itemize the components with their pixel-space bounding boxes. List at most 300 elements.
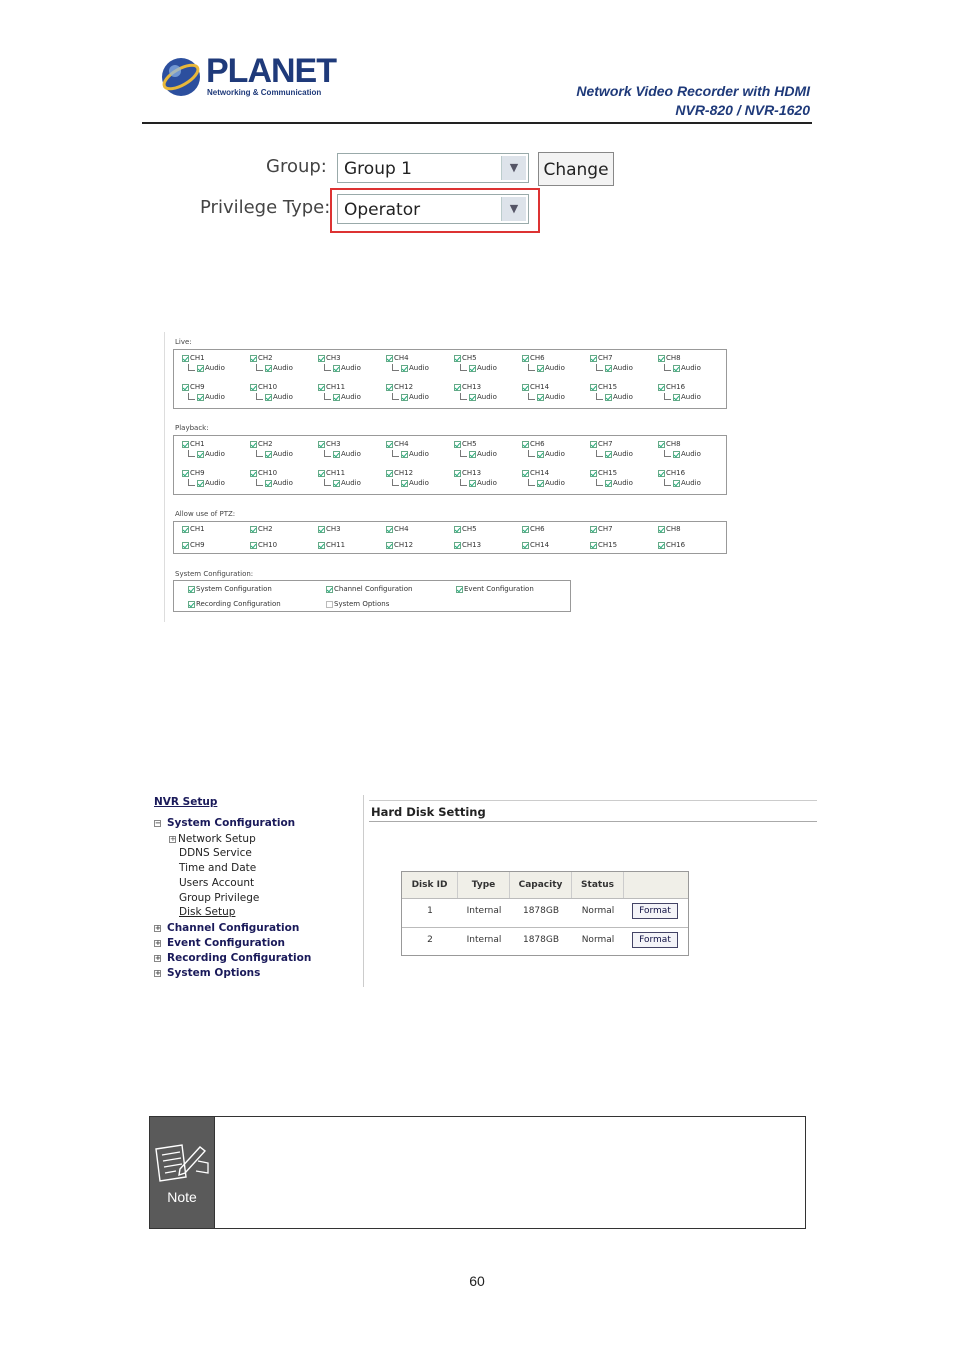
checkbox-checked[interactable] [658,542,665,549]
checkbox-checked[interactable] [197,480,204,487]
tree-branch-icon [664,393,671,400]
ptz-channel-checkbox[interactable]: CH13 [454,541,481,549]
checkbox-checked[interactable] [469,451,476,458]
format-button[interactable]: Format [632,903,678,919]
checkbox-checked[interactable] [673,394,680,401]
live-channel-checkbox[interactable]: CH15 [590,383,617,391]
ptz-channel-cell [658,541,724,567]
nvr-setup-title[interactable]: NVR Setup [154,796,218,808]
checkbox-checked[interactable] [537,394,544,401]
perm-system-configuration[interactable]: System Configuration [188,585,272,593]
checkbox-checked[interactable] [197,394,204,401]
checkbox-checked[interactable] [469,365,476,372]
tree-branch-icon [188,450,195,457]
live-channel-checkbox[interactable]: CH5 [454,354,477,362]
checkbox-checked[interactable] [386,441,393,448]
checkbox-checked[interactable] [469,394,476,401]
checkbox-checked[interactable] [182,441,189,448]
disk-status: Normal [581,906,615,916]
live-channel-checkbox[interactable]: CH3 [318,354,341,362]
playback-channel-checkbox[interactable]: CH6 [522,440,545,448]
planet-globe-icon [160,56,202,98]
tree-branch-icon [528,450,535,457]
tree-branch-icon [392,364,399,371]
checkbox-checked[interactable] [333,451,340,458]
product-title: Network Video Recorder with HDMI [576,83,810,99]
live-channel-cell [522,354,588,380]
live-audio-checkbox[interactable]: Audio [392,364,429,372]
live-channel-checkbox[interactable]: CH6 [522,354,545,362]
tree-branch-icon [188,479,195,486]
tree-branch-icon [392,393,399,400]
checkbox-checked[interactable] [182,384,189,391]
disk-type: Internal [466,906,502,916]
chevron-down-icon: ▼ [501,156,526,180]
checkbox-checked[interactable] [454,384,461,391]
disk-id: 2 [427,935,433,945]
checkbox-checked[interactable] [454,526,461,533]
system-config-permissions [173,580,571,612]
live-channel-cell [454,354,520,380]
checkbox-checked[interactable] [605,365,612,372]
playback-channel-checkbox[interactable]: CH7 [590,440,613,448]
live-channel-checkbox[interactable]: CH9 [182,383,205,391]
live-channel-cell [658,354,724,380]
checkbox-checked[interactable] [188,601,195,608]
checkbox-checked[interactable] [250,470,257,477]
playback-section-title: Playback: [175,424,209,432]
playback-channel-checkbox[interactable]: CH2 [250,440,273,448]
checkbox-checked[interactable] [590,384,597,391]
tree-branch-icon [324,364,331,371]
perm-recording-configuration[interactable]: Recording Configuration [188,600,281,608]
checkbox-checked[interactable] [537,480,544,487]
checkbox-checked[interactable] [454,441,461,448]
expand-icon[interactable]: + [155,953,161,962]
playback-channel-cell [250,469,316,495]
tree-branch-icon [256,393,263,400]
nav-divider [363,795,364,987]
live-channel-checkbox[interactable]: CH4 [386,354,409,362]
tree-branch-icon [392,479,399,486]
nav-ddns-service[interactable]: DDNS Service [179,847,252,859]
live-channel-cell [658,383,724,409]
checkbox-checked[interactable] [318,441,325,448]
planet-logo [160,52,336,100]
checkbox-checked[interactable] [658,441,665,448]
checkbox-checked[interactable] [605,451,612,458]
playback-channel-cell [386,469,452,495]
checkbox-checked[interactable] [250,526,257,533]
checkbox-checked[interactable] [333,480,340,487]
ptz-channel-cell [250,541,316,567]
collapse-icon[interactable]: − [155,818,161,827]
checkbox-checked[interactable] [590,526,597,533]
live-audio-checkbox[interactable]: Audio [392,393,429,401]
playback-channel-cell [658,469,724,495]
live-audio-checkbox[interactable]: Audio [188,364,225,372]
live-channel-cell [590,383,656,409]
live-channel-checkbox[interactable]: CH11 [318,383,345,391]
playback-channel-cell [658,440,724,466]
tree-branch-icon [460,450,467,457]
playback-channel-cell [182,469,248,495]
live-channel-cell [522,383,588,409]
tree-branch-icon [256,450,263,457]
checkbox-checked[interactable] [182,355,189,362]
ptz-channel-checkbox[interactable]: CH11 [318,541,345,549]
disk-status: Normal [581,935,615,945]
note-pencil-icon [152,1141,212,1187]
checkbox-checked[interactable] [454,542,461,549]
live-channel-checkbox[interactable]: CH8 [658,354,681,362]
live-audio-checkbox[interactable]: Audio [664,364,701,372]
checkbox-checked[interactable] [386,526,393,533]
ptz-channel-cell [590,541,656,567]
live-channel-checkbox[interactable]: CH14 [522,383,549,391]
expand-icon[interactable]: + [170,834,176,843]
tree-branch-icon [256,479,263,486]
playback-channel-cell [454,440,520,466]
col-capacity: Capacity [510,872,572,898]
checkbox-checked[interactable] [590,470,597,477]
playback-audio-checkbox[interactable]: Audio [460,450,497,458]
checkbox-checked[interactable] [537,451,544,458]
playback-audio-checkbox[interactable]: Audio [188,479,225,487]
col-disk-id: Disk ID [402,872,458,898]
ptz-channel-checkbox[interactable]: CH16 [658,541,685,549]
checkbox-checked[interactable] [401,480,408,487]
group-select-value: Group 1 [344,159,412,179]
checkbox-checked[interactable] [318,542,325,549]
playback-audio-checkbox[interactable]: Audio [528,479,565,487]
expand-icon[interactable]: + [155,938,161,947]
nav-system-options[interactable]: + System Options [155,967,261,979]
tree-branch-icon [596,450,603,457]
live-channel-checkbox[interactable]: CH7 [590,354,613,362]
live-channel-checkbox[interactable]: CH16 [658,383,685,391]
checkbox-checked[interactable] [469,480,476,487]
ptz-channel-checkbox[interactable]: CH6 [522,525,545,533]
playback-channel-cell [182,440,248,466]
checkbox-checked[interactable] [265,451,272,458]
checkbox-checked[interactable] [386,470,393,477]
disk-capacity: 1878GB [522,935,560,945]
playback-audio-checkbox[interactable]: Audio [528,450,565,458]
playback-audio-checkbox[interactable]: Audio [256,479,293,487]
playback-channel-checkbox[interactable]: CH4 [386,440,409,448]
live-channel-cell [182,383,248,409]
tree-branch-icon [528,479,535,486]
tree-branch-icon [324,450,331,457]
live-channel-cell [454,383,520,409]
playback-channel-checkbox[interactable]: CH1 [182,440,205,448]
playback-audio-checkbox[interactable]: Audio [596,450,633,458]
ptz-channel-cell [318,541,384,567]
checkbox-checked[interactable] [318,384,325,391]
nav-channel-configuration[interactable]: + Channel Configuration [155,922,300,934]
nav-group-privilege[interactable]: Group Privilege [179,892,260,904]
checkbox-checked[interactable] [673,480,680,487]
checkbox-checked[interactable] [182,526,189,533]
checkbox-checked[interactable] [590,441,597,448]
tree-branch-icon [188,364,195,371]
perm-system-options[interactable]: System Options [326,600,389,608]
col-status: Status [572,872,624,898]
tree-branch-icon [664,364,671,371]
checkbox-checked[interactable] [605,480,612,487]
checkbox-checked[interactable] [454,470,461,477]
privilege-type-label: Privilege Type: [200,197,331,218]
checkbox-checked[interactable] [454,355,461,362]
playback-audio-checkbox[interactable]: Audio [460,479,497,487]
checkbox-checked[interactable] [386,542,393,549]
checkbox-checked[interactable] [182,542,189,549]
playback-channel-cell [454,469,520,495]
checkbox-checked[interactable] [522,542,529,549]
disk-capacity: 1878GB [522,906,560,916]
live-channel-checkbox[interactable]: CH1 [182,354,205,362]
live-audio-checkbox[interactable]: Audio [324,393,361,401]
checkbox-checked[interactable] [658,355,665,362]
note-label: Note [167,1189,197,1205]
format-button[interactable]: Format [632,932,678,948]
ptz-channel-cell [522,541,588,567]
perm-event-configuration[interactable]: Event Configuration [456,585,534,593]
live-channel-cell [250,383,316,409]
live-channel-checkbox[interactable]: CH2 [250,354,273,362]
playback-channel-checkbox[interactable]: CH9 [182,469,205,477]
playback-channel-checkbox[interactable]: CH14 [522,469,549,477]
checkbox-checked[interactable] [522,441,529,448]
checkbox-checked[interactable] [522,470,529,477]
ptz-channel-cell [182,541,248,567]
expand-icon[interactable]: + [155,923,161,932]
live-audio-checkbox[interactable]: Audio [256,364,293,372]
live-audio-checkbox[interactable]: Audio [460,393,497,401]
tree-branch-icon [460,479,467,486]
nav-system-configuration[interactable]: − System Configuration [155,817,296,829]
live-section-title: Live: [175,338,192,346]
checkbox-checked[interactable] [333,394,340,401]
checkbox-checked[interactable] [590,355,597,362]
ptz-channel-checkbox[interactable]: CH14 [522,541,549,549]
checkbox-checked[interactable] [522,526,529,533]
playback-channel-checkbox[interactable]: CH16 [658,469,685,477]
live-audio-checkbox[interactable]: Audio [596,393,633,401]
playback-audio-checkbox[interactable]: Audio [324,479,361,487]
playback-channel-checkbox[interactable]: CH11 [318,469,345,477]
row-divider [402,927,688,928]
live-audio-checkbox[interactable]: Audio [596,364,633,372]
brand-tagline: Networking & Communication [207,88,322,97]
live-audio-checkbox[interactable]: Audio [460,364,497,372]
live-audio-checkbox[interactable]: Audio [664,393,701,401]
expand-icon[interactable]: + [155,968,161,977]
tree-branch-icon [188,393,195,400]
brand-name: PLANET [206,52,336,90]
tree-branch-icon [528,393,535,400]
checkbox-checked[interactable] [401,394,408,401]
live-channel-cell [386,383,452,409]
checkbox-checked[interactable] [318,470,325,477]
checkbox-checked[interactable] [265,480,272,487]
table-header [402,872,688,899]
permissions-panel [164,332,735,622]
col-type: Type [458,872,510,898]
checkbox-checked[interactable] [250,441,257,448]
ptz-channel-checkbox[interactable]: CH2 [250,525,273,533]
live-audio-checkbox[interactable]: Audio [528,393,565,401]
system-config-section-title: System Configuration: [175,570,254,578]
checkbox-checked[interactable] [250,542,257,549]
checkbox-checked[interactable] [673,451,680,458]
playback-channel-checkbox[interactable]: CH3 [318,440,341,448]
tree-branch-icon [392,450,399,457]
live-channel-cell [250,354,316,380]
playback-permissions [173,435,727,495]
checkbox-checked[interactable] [658,470,665,477]
ptz-channel-checkbox[interactable]: CH10 [250,541,277,549]
ptz-channel-checkbox[interactable]: CH9 [182,541,205,549]
checkbox-checked[interactable] [401,365,408,372]
playback-audio-checkbox[interactable]: Audio [664,450,701,458]
live-channel-cell [590,354,656,380]
nav-network-setup[interactable]: + Network Setup [170,833,256,845]
live-audio-checkbox[interactable]: Audio [188,393,225,401]
checkbox-checked[interactable] [522,384,529,391]
live-channel-cell [182,354,248,380]
checkbox-checked[interactable] [250,384,257,391]
disk-type: Internal [466,935,502,945]
live-audio-checkbox[interactable]: Audio [528,364,565,372]
tree-branch-icon [528,364,535,371]
group-label: Group: [266,156,327,177]
change-button[interactable]: Change [538,152,614,186]
live-channel-checkbox[interactable]: CH12 [386,383,413,391]
privilege-type-value: Operator [344,200,421,220]
checkbox-checked[interactable] [197,365,204,372]
playback-channel-cell [522,440,588,466]
checkbox-checked[interactable] [673,365,680,372]
checkbox-checked[interactable] [197,451,204,458]
live-channel-checkbox[interactable]: CH13 [454,383,481,391]
playback-audio-checkbox[interactable]: Audio [256,450,293,458]
perm-channel-configuration[interactable]: Channel Configuration [326,585,412,593]
ptz-channel-cell [386,541,452,567]
playback-channel-cell [522,469,588,495]
live-channel-checkbox[interactable]: CH10 [250,383,277,391]
playback-channel-cell [590,469,656,495]
tree-branch-icon [596,393,603,400]
group-select[interactable] [337,153,529,183]
hard-disk-table [401,871,689,956]
ptz-channel-checkbox[interactable]: CH3 [318,525,341,533]
nav-users-account[interactable]: Users Account [179,877,255,889]
checkbox-checked[interactable] [590,542,597,549]
ptz-channel-checkbox[interactable]: CH8 [658,525,681,533]
checkbox-checked[interactable] [386,355,393,362]
nav-recording-configuration[interactable]: + Recording Configuration [155,952,312,964]
checkbox-checked[interactable] [265,365,272,372]
highlight-box [330,188,540,233]
ptz-channel-checkbox[interactable]: CH4 [386,525,409,533]
playback-channel-checkbox[interactable]: CH15 [590,469,617,477]
checkbox-checked[interactable] [250,355,257,362]
checkbox-checked[interactable] [326,586,333,593]
playback-audio-checkbox[interactable]: Audio [392,450,429,458]
note-sidebar [150,1117,215,1228]
playback-channel-checkbox[interactable]: CH5 [454,440,477,448]
nav-event-configuration[interactable]: + Event Configuration [155,937,286,949]
checkbox-checked[interactable] [182,470,189,477]
tree-branch-icon [460,364,467,371]
checkbox-checked[interactable] [401,451,408,458]
live-audio-checkbox[interactable]: Audio [256,393,293,401]
ptz-permissions [173,521,727,554]
ptz-channel-checkbox[interactable]: CH5 [454,525,477,533]
playback-audio-checkbox[interactable]: Audio [664,479,701,487]
playback-audio-checkbox[interactable]: Audio [392,479,429,487]
checkbox-checked[interactable] [605,394,612,401]
tree-branch-icon [664,479,671,486]
playback-channel-checkbox[interactable]: CH8 [658,440,681,448]
ptz-channel-checkbox[interactable]: CH1 [182,525,205,533]
checkbox-checked[interactable] [658,384,665,391]
checkbox-checked[interactable] [522,355,529,362]
tree-branch-icon [596,479,603,486]
playback-channel-cell [386,440,452,466]
playback-audio-checkbox[interactable]: Audio [188,450,225,458]
tree-branch-icon [664,450,671,457]
playback-channel-checkbox[interactable]: CH13 [454,469,481,477]
ptz-channel-checkbox[interactable]: CH15 [590,541,617,549]
live-channel-cell [386,354,452,380]
live-audio-checkbox[interactable]: Audio [324,364,361,372]
ptz-channel-checkbox[interactable]: CH7 [590,525,613,533]
live-channel-cell [318,354,384,380]
nav-disk-setup[interactable]: Disk Setup [179,906,236,918]
ptz-channel-cell [454,541,520,567]
checkbox-checked[interactable] [537,365,544,372]
group-privilege-form [200,150,620,240]
playback-channel-cell [318,469,384,495]
checkbox-checked[interactable] [333,365,340,372]
playback-audio-checkbox[interactable]: Audio [596,479,633,487]
checkbox-checked[interactable] [658,526,665,533]
checkbox-checked[interactable] [188,586,195,593]
nav-time-and-date[interactable]: Time and Date [179,862,257,874]
ptz-channel-checkbox[interactable]: CH12 [386,541,413,549]
playback-channel-checkbox[interactable]: CH12 [386,469,413,477]
checkbox-checked[interactable] [265,394,272,401]
playback-channel-cell [250,440,316,466]
ptz-section-title: Allow use of PTZ: [175,510,236,518]
checkbox-checked[interactable] [456,586,463,593]
tree-branch-icon [324,479,331,486]
tree-branch-icon [460,393,467,400]
chevron-down-icon: ▼ [501,197,526,221]
checkbox-checked[interactable] [386,384,393,391]
playback-channel-checkbox[interactable]: CH10 [250,469,277,477]
checkbox-checked[interactable] [318,355,325,362]
tree-branch-icon [256,364,263,371]
checkbox-checked[interactable] [318,526,325,533]
hard-disk-setting-title: Hard Disk Setting [369,800,817,822]
checkbox-unchecked[interactable] [326,601,333,608]
playback-audio-checkbox[interactable]: Audio [324,450,361,458]
live-permissions [173,349,727,409]
